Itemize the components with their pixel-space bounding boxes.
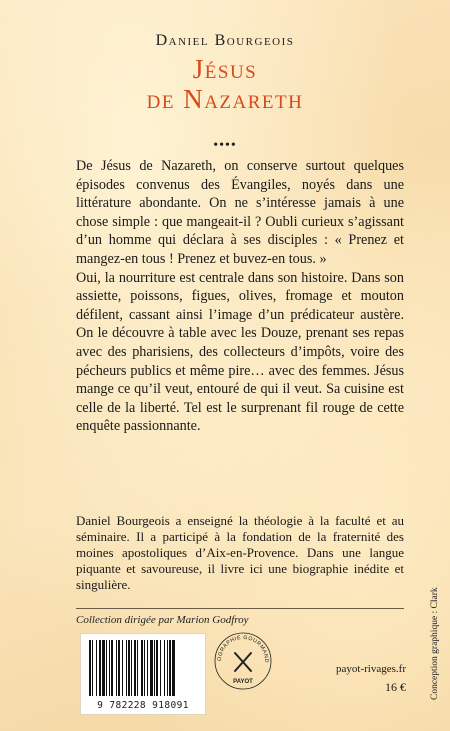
collection-credit: Collection dirigée par Marion Godfroy	[76, 614, 249, 626]
logo-arc-text: OGRAPHIE GOURMAND	[216, 634, 270, 664]
barcode-bars	[87, 640, 199, 696]
title-line-1: Jésus	[192, 54, 258, 84]
blurb	[76, 157, 404, 436]
svg-text:BIOGRAPHIE GOURMANDE	[213, 631, 269, 663]
ornament-dots: ••••	[213, 138, 237, 153]
isbn-number: 9 782228 918091	[97, 700, 189, 711]
title-line-2: de Nazareth	[146, 84, 304, 114]
book-title	[0, 54, 450, 114]
price: 16 €	[385, 680, 406, 694]
divider	[76, 608, 404, 609]
logo-bottom-text: PAYOT	[233, 679, 253, 685]
publisher-logo	[213, 631, 273, 691]
website: payot-rivages.fr	[336, 663, 406, 675]
fork-knife-icon	[235, 653, 251, 671]
barcode	[80, 633, 206, 715]
design-credit: Conception graphique : Clark	[430, 587, 440, 700]
blurb-paragraph-1: De Jésus de Nazareth, on conserve surtout quelques épisodes convenus des Évangiles, noyés dans une littérature abondante. On ne s’intéresse jamais à une chose simple : que mangeait-il ? Oubli curieux s’agissant d’un homme qui déclara à ses disciples : « Prenez et mangez-en tous ! Prenez et buvez-en tous. »	[76, 158, 404, 267]
blurb-paragraph-2: Oui, la nourriture est centrale dans son histoire. Dans son assiette, poissons, figues, olives, fromage et mouton défilent, cassant ainsi l’image d’un prédicateur austère. On le découvre à table avec les Douze, prenant ses repas avec des pharisiens, des collecteurs d’impôts, voire des pécheurs publics et même pire… avec des femmes. Jésus mange ce qu’il veut, entouré de qui il veut. Sa cuisine est celle de la liberté. Tel est le surprenant fil rouge de cette enquête passionnante.	[76, 269, 404, 435]
author-bio: Daniel Bourgeois a enseigné la théologie à la faculté et au séminaire. Il a participé à la fondation de la fraternité des moines apostoliques d’Aix-en-Provence. Dans une langue piquante et savoureuse, il livre ici une biographie inédite et singulière.	[76, 513, 404, 592]
author-name: Daniel Bourgeois	[155, 32, 295, 49]
